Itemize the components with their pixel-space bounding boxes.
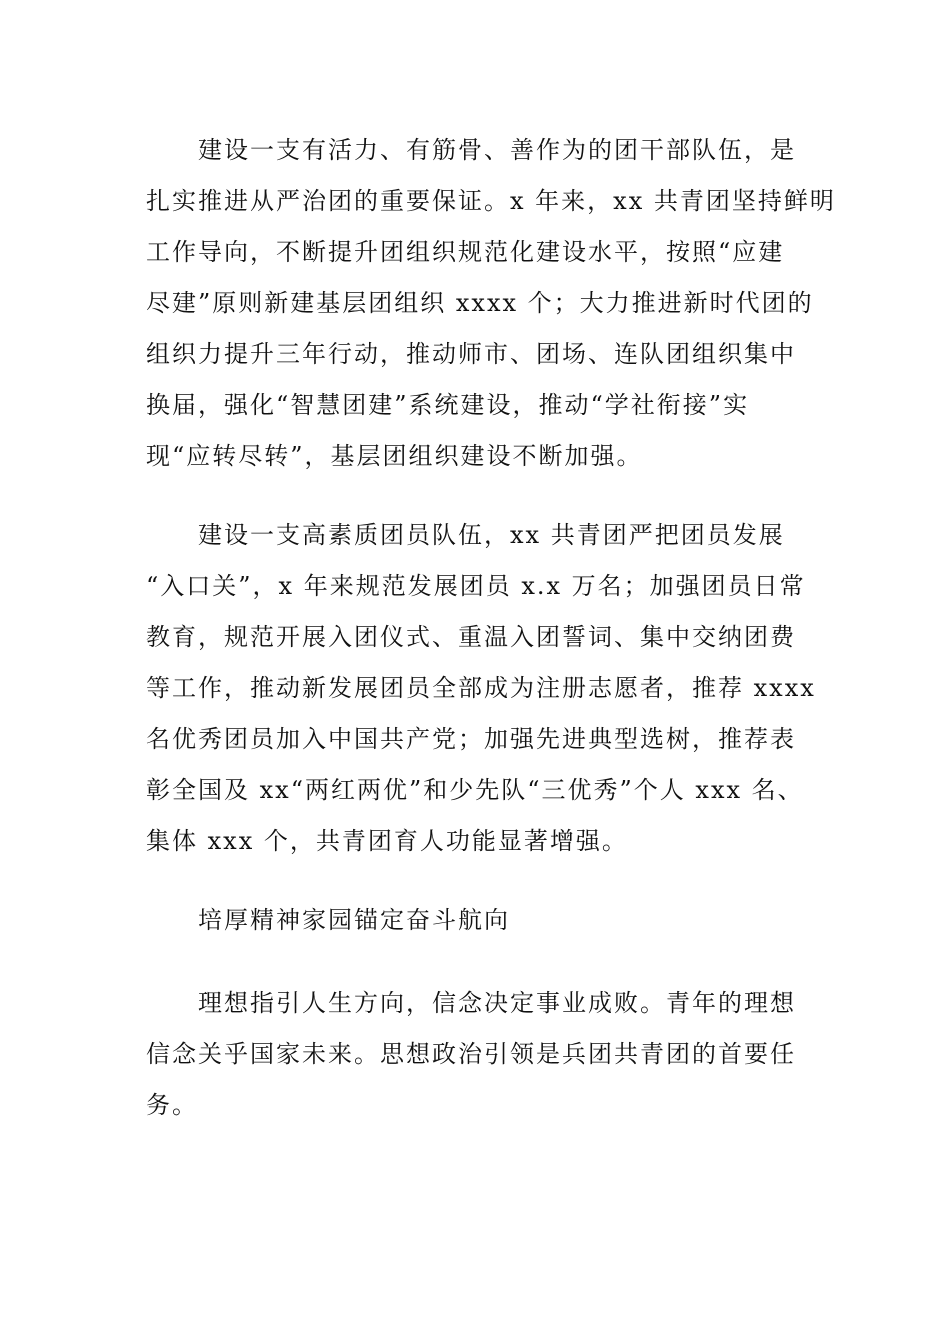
paragraph-line: “入口关”，x 年来规范发展团员 x.x 万名；加强团员日常	[146, 572, 806, 600]
paragraph-line: 教育，规范开展入团仪式、重温入团誓词、集中交纳团费	[146, 623, 796, 651]
paragraph-line: 组织力提升三年行动，推动师市、团场、连队团组织集中	[146, 340, 796, 368]
paragraph-line: 换届，强化“智慧团建”系统建设，推动“学社衔接”实	[146, 391, 750, 419]
paragraph-line: 建设一支有活力、有筋骨、善作为的团干部队伍，是	[198, 136, 796, 164]
paragraph-ideals	[146, 978, 806, 1131]
paragraph-cadre-team	[146, 125, 836, 482]
paragraph-line: 集体 xxx 个，共青团育人功能显著增强。	[146, 827, 628, 855]
paragraph-line: 现“应转尽转”，基层团组织建设不断加强。	[146, 442, 643, 470]
paragraph-line: 务。	[146, 1091, 198, 1119]
paragraph-member-team	[146, 510, 816, 867]
paragraph-line: 尽建”原则新建基层团组织 xxxx 个；大力推进新时代团的	[146, 289, 814, 317]
paragraph-line: 工作导向，不断提升团组织规范化建设水平，按照“应建	[146, 238, 785, 266]
section-heading	[146, 895, 806, 946]
paragraph-line: 理想指引人生方向，信念决定事业成败。青年的理想	[198, 989, 796, 1017]
paragraph-line: 彰全国及 xx“两红两优”和少先队“三优秀”个人 xxx 名、	[146, 776, 804, 804]
paragraph-line: 名优秀团员加入中国共产党；加强先进典型选树，推荐表	[146, 725, 796, 753]
paragraph-line: 等工作，推动新发展团员全部成为注册志愿者，推荐 xxxx	[146, 674, 816, 702]
paragraph-line: 信念关乎国家未来。思想政治引领是兵团共青团的首要任	[146, 1040, 796, 1068]
paragraph-line: 扎实推进从严治团的重要保证。x 年来，xx 共青团坚持鲜明	[146, 187, 836, 215]
paragraph-line: 建设一支高素质团员队伍，xx 共青团严把团员发展	[198, 521, 785, 549]
section-heading-text: 培厚精神家园锚定奋斗航向	[198, 906, 510, 934]
